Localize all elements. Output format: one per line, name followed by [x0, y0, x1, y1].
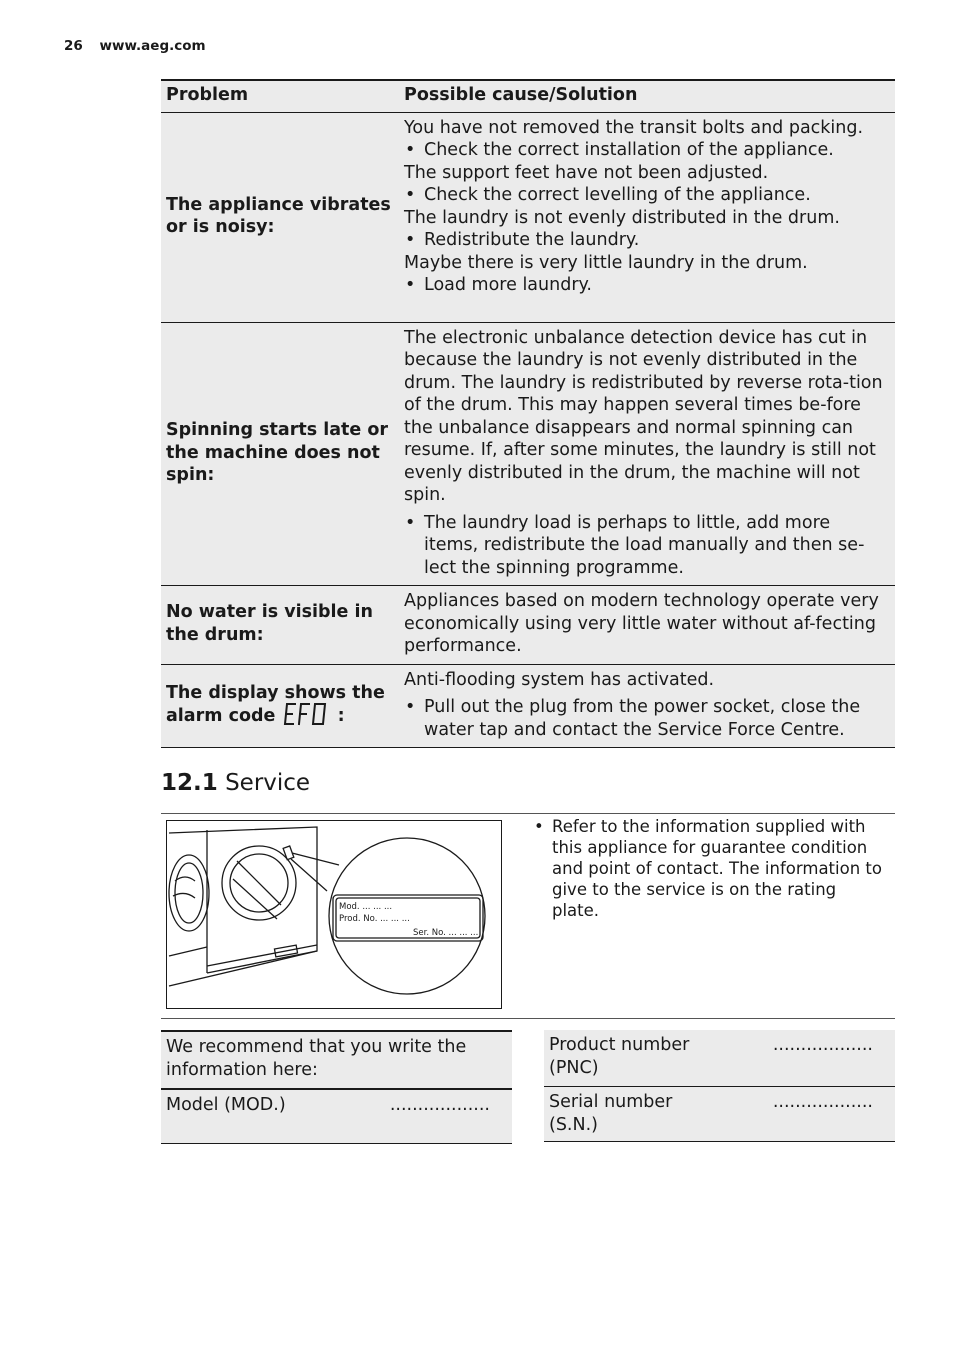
cause-text: The electronic unbalance detection device has cut in because the laundry is not evenly distributed in the drum. The laundry is redistributed by reverse rota-tion of the drum. This may happen several times be-fore the unbalance disappears and normal spinning can resume. If, after some minutes, the laundry is still not evenly distributed in the drum, the machine will not spin. — [404, 327, 883, 505]
solution-cell — [399, 664, 895, 748]
solution-bullet: • Redistribute the laundry. — [404, 229, 887, 252]
problem-text-suffix: : — [337, 705, 345, 726]
cause-text: Anti-flooding system has activated. — [404, 669, 715, 690]
section-title: Service — [225, 770, 311, 796]
solution-cell — [399, 322, 895, 586]
website-link[interactable]: www.aeg.com — [99, 38, 206, 54]
divider — [161, 813, 895, 814]
cause-text: Appliances based on modern technology operate very economically using very little water without af-fecting performance. — [404, 591, 879, 656]
cause-text: The support feet have not been adjusted. — [404, 162, 769, 183]
service-bullet: • Refer to the information supplied with this appliance for guarantee condition and point of contact. The information to give to the service is on the rating plate. — [533, 816, 885, 921]
table-row — [161, 664, 895, 748]
washing-machine-icon — [167, 821, 501, 1008]
cause-text: Maybe there is very little laundry in the drum. — [404, 252, 808, 273]
page-header — [64, 38, 206, 54]
model-label: Model (MOD.) — [166, 1095, 286, 1115]
cause-text: You have not removed the transit bolts and packing. — [404, 117, 864, 138]
info-box-right — [544, 1030, 895, 1142]
solution-bullet: • Check the correct levelling of the appliance. — [404, 184, 887, 207]
solution-bullet: • Load more laundry. — [404, 274, 887, 297]
solution-cell — [399, 112, 895, 322]
solution-cell — [399, 586, 895, 665]
info-intro-row — [161, 1032, 512, 1089]
pnc-row — [544, 1030, 895, 1087]
table-row — [161, 112, 895, 322]
problem-cell: No water is visible in the drum: — [161, 586, 399, 665]
model-row — [161, 1089, 512, 1144]
cause-text: The laundry is not evenly distributed in the drum. — [404, 207, 840, 228]
problem-text: The display shows the alarm code — [166, 683, 385, 726]
problem-cell — [161, 664, 399, 748]
table-header-row — [161, 80, 895, 112]
pnc-label: Product number (PNC) — [549, 1035, 690, 1078]
solution-bullet: • Check the correct installation of the appliance. — [404, 139, 887, 162]
solution-bullet: • Pull out the plug from the power socket, close the water tap and contact the Service Force Centre. — [404, 696, 887, 741]
section-heading — [161, 770, 310, 796]
plate-ser-label: Ser. No. ... ... ... — [413, 928, 479, 938]
service-instruction — [533, 816, 885, 926]
serial-label: Serial number (S.N.) — [549, 1092, 673, 1135]
page-number: 26 — [64, 38, 83, 54]
alarm-code-display-icon — [283, 702, 329, 726]
problem-cell: The appliance vibrates or is noisy: — [161, 112, 399, 322]
solution-bullet: • The laundry load is perhaps to little, add more items, redistribute the load manually and then se-lect the spinning programme. — [404, 512, 887, 580]
column-header-problem: Problem — [161, 80, 399, 112]
serial-row-spacer — [544, 1087, 895, 1142]
info-box-left — [161, 1030, 512, 1144]
problem-cell: Spinning starts late or the machine does not spin: — [161, 322, 399, 586]
rating-plate-illustration — [166, 820, 502, 1009]
troubleshooting-table — [161, 79, 895, 748]
serial-value-field[interactable]: .................. — [772, 1092, 873, 1112]
section-number: 12.1 — [161, 770, 218, 796]
plate-mod-label: Mod. ... ... ... — [339, 902, 393, 912]
table-row — [161, 586, 895, 665]
table-row — [161, 322, 895, 586]
info-intro-text: We recommend that you write the information here: — [166, 1037, 467, 1080]
column-header-solution: Possible cause/Solution — [399, 80, 895, 112]
divider — [161, 1018, 895, 1019]
model-value-field[interactable]: .................. — [389, 1095, 490, 1115]
plate-prod-label: Prod. No. ... ... ... — [339, 914, 410, 924]
pnc-value-field[interactable]: .................. — [772, 1035, 873, 1055]
